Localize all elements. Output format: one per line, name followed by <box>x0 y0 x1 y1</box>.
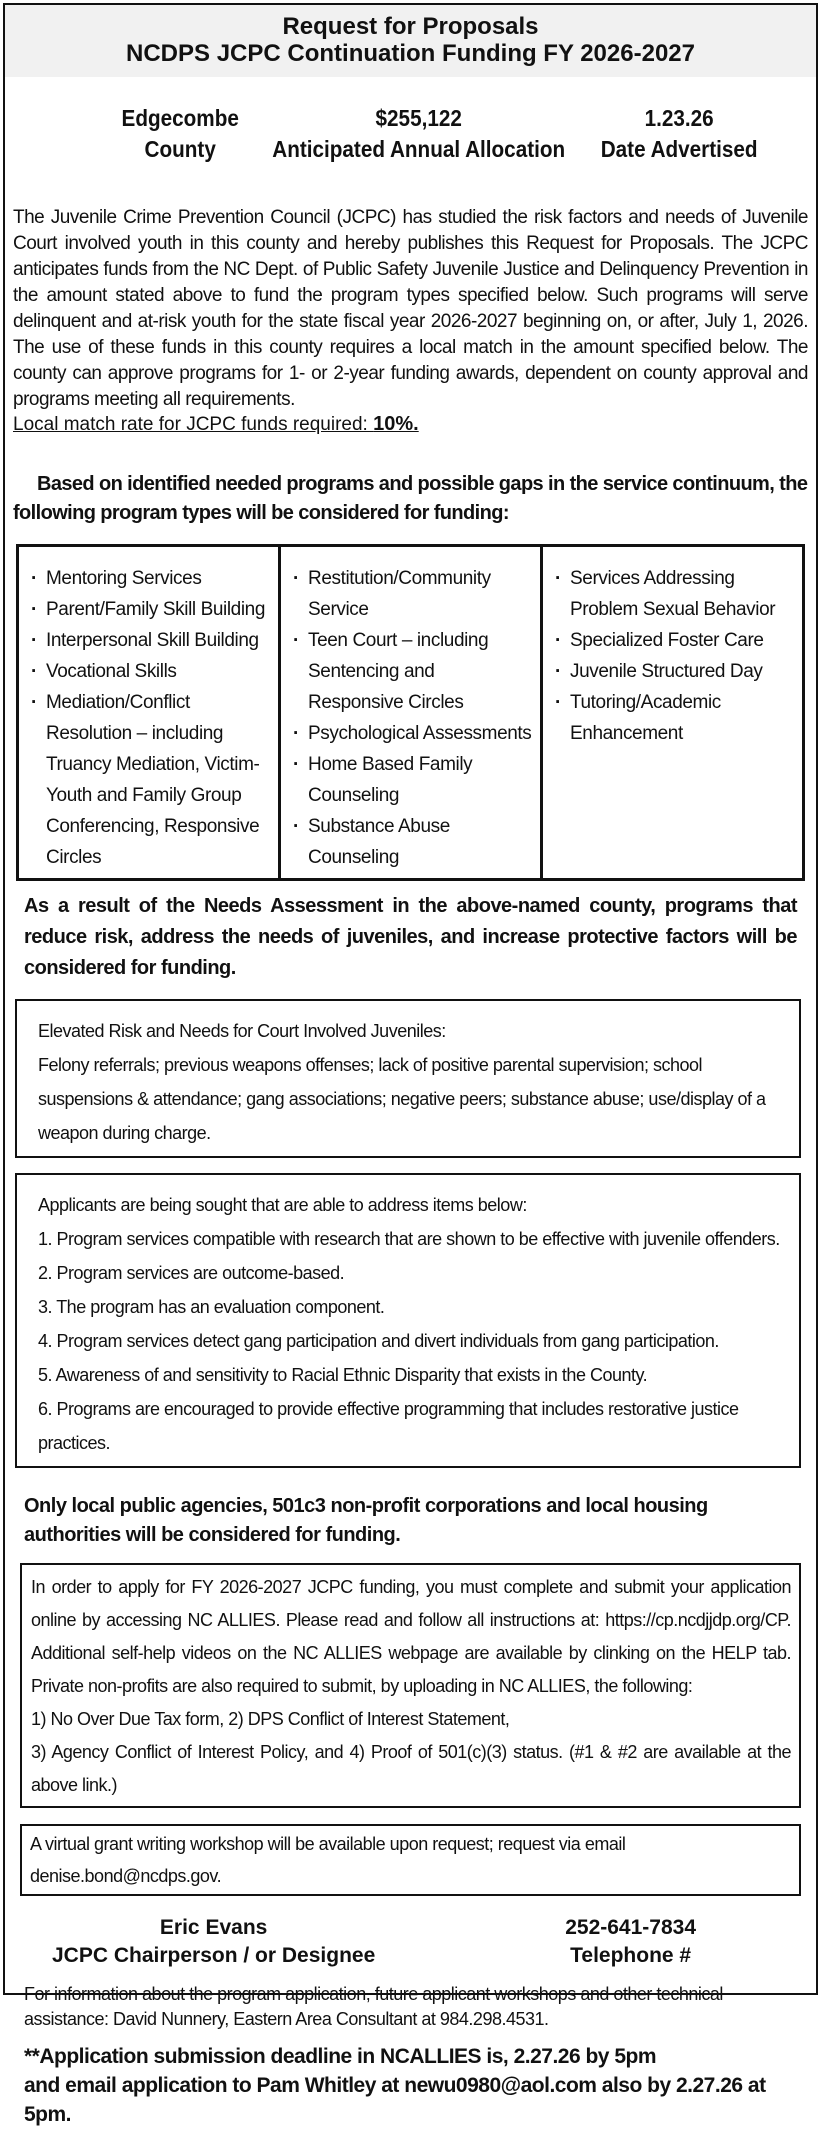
program-item: · Mediation/Conflict Resolution – including Truancy Mediation, Victim-Youth and Family Group Conferencing, Responsive Circles <box>31 687 272 873</box>
program-item: · Psychological Assessments <box>293 718 534 749</box>
criteria-item: 3. The program has an evaluation component. <box>38 1297 385 1317</box>
program-item: · Parent/Family Skill Building <box>31 594 272 625</box>
program-column-3 <box>540 547 802 878</box>
chairperson-block <box>52 1914 375 1970</box>
workshop-notice-box: A virtual grant writing workshop will be available upon request; request via email denise.bond@ncdps.gov. <box>20 1824 801 1896</box>
intro-paragraph: The Juvenile Crime Prevention Council (JCPC) has studied the risk factors and needs of Juvenile Court involved youth in this county and hereby publishes this Request for Proposals. The JCPC anticipates funds from the NC Dept. of Public Safety Juvenile Justice and Delinquency Prevention in the amount stated above to fund the program types specified below. Such programs will serve delinquent and at-risk youth for the state fiscal year 2026-2027 beginning on, or after, July 1, 2026. The use of these funds in this county requires a local match in the amount specified below. The county can approve programs for 1- or 2-year funding awards, dependent on county approval and programs meeting all requirements. <box>13 207 808 410</box>
program-types-grid <box>16 544 805 881</box>
allocation-label: Anticipated Annual Allocation <box>272 136 565 162</box>
apply-requirements-2: 3) Agency Conflict of Interest Policy, and 4) Proof of 501(c)(3) status. (#1 & #2 are available at the above link.) <box>31 1742 791 1795</box>
program-item: · Specialized Foster Care <box>555 625 796 656</box>
criteria-item: 2. Program services are outcome-based. <box>38 1263 345 1283</box>
local-match-label: Local match rate for JCPC funds required: <box>13 414 374 435</box>
telephone-number: 252-641-7834 <box>565 1916 696 1939</box>
program-item: · Substance Abuse Counseling <box>293 811 534 873</box>
allocation-value: $255,122 <box>375 105 462 131</box>
program-item: · Restitution/Community Service <box>293 563 534 625</box>
program-types-heading: Based on identified needed programs and possible gaps in the service continuum, the following program types will be considered for funding: <box>13 473 808 524</box>
deadline-line-1: **Application submission deadline in NCALLIES is, 2.27.26 by 5pm <box>24 2045 656 2068</box>
notice-title: Request for Proposals <box>282 13 539 40</box>
telephone-label: Telephone # <box>570 1944 692 1967</box>
deadline-line-2: and email application to Pam Whitley at newu0980@aol.com also by 2.27.26 at 5pm. <box>24 2074 766 2126</box>
eligibility-statement: Only local public agencies, 501c3 non-profit corporations and local housing authorities will be considered for funding. <box>24 1495 708 1546</box>
county-name: Edgecombe <box>121 105 239 131</box>
signature-block <box>5 1896 816 1970</box>
county-block <box>122 103 239 165</box>
criteria-item: 6. Programs are encouraged to provide effective programming that includes restorative justice practices. <box>38 1399 739 1453</box>
applicant-intro: Applicants are being sought that are able to address items below: <box>38 1195 527 1215</box>
date-block <box>600 103 757 165</box>
program-item: · Tutoring/Academic Enhancement <box>555 687 796 749</box>
apply-requirements-1: 1) No Over Due Tax form, 2) DPS Conflict of Interest Statement, <box>31 1709 510 1729</box>
allocation-info <box>5 77 816 165</box>
risk-text: Felony referrals; previous weapons offenses; lack of positive parental supervision; school suspensions & attendance; gang associations; negative peers; substance abuse; use/display of a weapon during charge. <box>38 1055 766 1143</box>
notice-subtitle: NCDPS JCPC Continuation Funding FY 2026-2027 <box>126 40 695 67</box>
deadline-notice <box>24 2042 797 2129</box>
program-item: · Juvenile Structured Day <box>555 656 796 687</box>
contact-info: For information about the program application, future applicant workshops and other technical assistance: David Nunnery, Eastern Area Consultant at 984.298.4531. <box>24 1984 723 2029</box>
program-item: · Mentoring Services <box>31 563 272 594</box>
date-label: Date Advertised <box>600 136 758 162</box>
chairperson-role: JCPC Chairperson / or Designee <box>52 1944 376 1967</box>
program-item: · Services Addressing Problem Sexual Behavior <box>555 563 796 625</box>
application-instructions-box <box>20 1563 801 1808</box>
telephone-block <box>565 1914 696 1970</box>
risk-needs-box <box>15 999 801 1158</box>
risk-title: Elevated Risk and Needs for Court Involved Juveniles: <box>38 1021 446 1041</box>
program-item: · Vocational Skills <box>31 656 272 687</box>
chairperson-name: Eric Evans <box>159 1916 268 1939</box>
program-column-2 <box>278 547 540 878</box>
applicant-criteria-box <box>15 1173 801 1468</box>
local-match-value: 10%. <box>373 413 419 435</box>
program-item: · Home Based Family Counseling <box>293 749 534 811</box>
program-item: · Interpersonal Skill Building <box>31 625 272 656</box>
criteria-item: 5. Awareness of and sensitivity to Racial Ethnic Disparity that exists in the County. <box>38 1365 648 1385</box>
allocation-block <box>272 103 565 165</box>
criteria-item: 1. Program services compatible with research that are shown to be effective with juvenile offenders. <box>38 1229 780 1249</box>
date-value: 1.23.26 <box>644 105 714 131</box>
needs-assessment-heading: As a result of the Needs Assessment in the above-named county, programs that reduce risk, address the needs of juveniles, and increase protective factors will be considered for funding. <box>24 895 797 979</box>
criteria-item: 4. Program services detect gang participation and divert individuals from gang participation. <box>38 1331 719 1351</box>
program-item: · Teen Court – including Sentencing and Responsive Circles <box>293 625 534 718</box>
apply-text: In order to apply for FY 2026-2027 JCPC funding, you must complete and submit your application online by accessing NC ALLIES. Please read and follow all instructions at: https://cp.ncdjjdp.org/CP. Additional self-help videos on the NC ALLIES webpage are available by clinking on the HELP tab. Private non-profits are also required to submit, by uploading in NC ALLIES, the following: <box>31 1577 791 1696</box>
notice-header <box>5 5 816 77</box>
rfp-notice <box>3 3 818 2126</box>
program-column-1 <box>19 547 278 878</box>
county-label: County <box>144 136 216 162</box>
local-match-line <box>13 413 808 436</box>
